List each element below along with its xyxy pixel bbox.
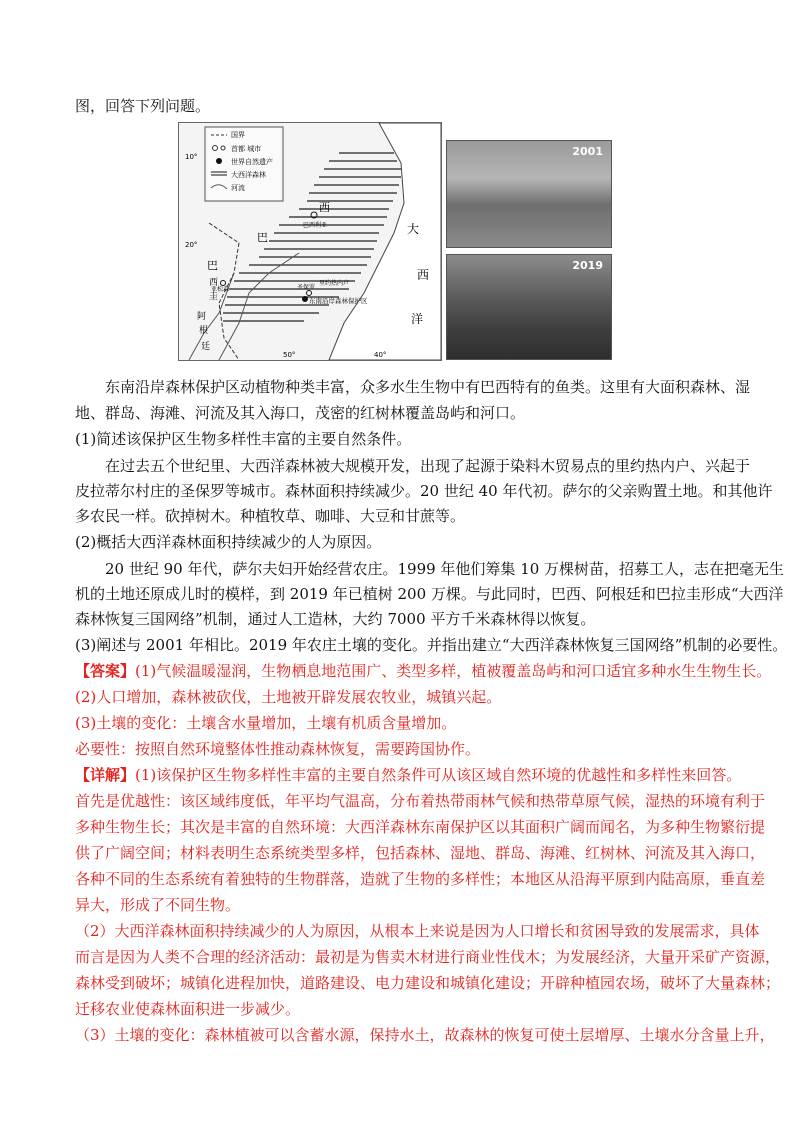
svg-text:大: 大 bbox=[407, 222, 420, 236]
para2-line: 在过去五个世纪里、大西洋森林被大规模开发，出现了起源于染料木贸易点的里约热内户、兴起于 bbox=[105, 457, 751, 475]
answer-line-1 bbox=[75, 661, 771, 681]
explain-line: 森林受到破坏；城镇化进程加快，道路建设、电力建设和城镇化建设；开辟种植园农场，破坏了大量森林； bbox=[75, 974, 781, 992]
svg-text:圣保罗: 圣保罗 bbox=[297, 284, 316, 291]
svg-text:巴: 巴 bbox=[257, 231, 268, 244]
explain-line: （2）大西洋森林面积持续减少的人为原因，从根本上来说是因为人口增长和贫困导致的发展需求，具体 bbox=[75, 922, 760, 940]
answer-line-3: (3)土壤的变化：土壤含水量增加，土壤有机质含量增加。 bbox=[75, 714, 457, 732]
svg-text:廷: 廷 bbox=[201, 342, 211, 352]
svg-text:里约热内卢: 里约热内卢 bbox=[319, 280, 350, 287]
explain-line: 而言是因为人类不合理的经济活动：最初是为售卖木材进行商业性伐木；为发展经济，大量开采矿产资源， bbox=[75, 948, 781, 966]
svg-text:40°: 40° bbox=[374, 351, 387, 359]
svg-text:西: 西 bbox=[319, 201, 330, 214]
explain-line: 异大，形成了不同生物。 bbox=[75, 896, 241, 914]
explain-tag: 【详解】 bbox=[75, 766, 136, 784]
svg-text:巴西利亚: 巴西利亚 bbox=[303, 222, 328, 229]
svg-text:首都 城市: 首都 城市 bbox=[231, 145, 262, 153]
intro-text: 图，回答下列问题。 bbox=[75, 97, 211, 115]
svg-text:巴: 巴 bbox=[207, 259, 218, 272]
para2-line: 多农民一样。砍掉树木。种植牧草、咖啡、大豆和甘蔗等。 bbox=[75, 507, 466, 525]
answer-text: (1)气候温暖湿润，生物栖息地范围广、类型多样，植被覆盖岛屿和河口适宜多种水生生物生长。 bbox=[135, 662, 772, 680]
answer-line-4: 必要性：按照自然环境整体性推动森林恢复，需要跨国协作。 bbox=[75, 740, 481, 758]
explain-text: (1)该保护区生物多样性丰富的主要自然条件可从该区域自然环境的优越性和多样性来回答。 bbox=[135, 766, 742, 784]
explain-line: 迁移农业使森林面积进一步减少。 bbox=[75, 1000, 301, 1018]
svg-text:世界自然遗产: 世界自然遗产 bbox=[231, 158, 273, 166]
svg-text:东南沿岸森林保护区: 东南沿岸森林保护区 bbox=[309, 297, 368, 305]
svg-text:亚松森: 亚松森 bbox=[211, 286, 230, 293]
photo-year-label: 2001 bbox=[572, 145, 603, 158]
para3-line: 20 世纪 90 年代，萨尔夫妇开始经营农庄。1999 年他们筹集 10 万棵树苗，招募工人，志在把毫无生 bbox=[105, 560, 785, 578]
para1-line: 东南沿岸森林保护区动植物种类丰富，众多水生生物中有巴西特有的鱼类。这里有大面积森林、湿 bbox=[105, 378, 751, 396]
explain-line-1 bbox=[75, 765, 741, 785]
photo-2001 bbox=[446, 140, 612, 248]
para3-line: 森林恢复三国网络”机制，通过人工造林，大约 7000 平方千米森林得以恢复。 bbox=[75, 610, 596, 628]
explain-line: 供了广阔空间；材料表明生态系统类型多样，包括森林、湿地、群岛、海滩、红树林、河流及其入海口， bbox=[75, 844, 766, 862]
explain-line: （3）土壤的变化：森林植被可以含蓄水源，保持水土，故森林的恢复可使土层增厚、土壤水分含量上升， bbox=[75, 1026, 775, 1044]
svg-text:西: 西 bbox=[209, 278, 219, 288]
explain-line: 首先是优越性：该区域纬度低，年平均气温高，分布着热带雨林气候和热带草原气候，湿热的环境有利于 bbox=[75, 792, 766, 810]
para1-line: 地、群岛、海滩、河流及其入海口，茂密的红树林覆盖岛屿和河口。 bbox=[75, 404, 526, 422]
svg-text:河流: 河流 bbox=[231, 184, 245, 192]
question-3: (3)阐述与 2001 年相比。2019 年农庄土壤的变化。并指出建立“大西洋森林恢复三国网络”机制的必要性。 bbox=[75, 636, 788, 654]
svg-text:阿: 阿 bbox=[197, 312, 207, 322]
svg-text:国界: 国界 bbox=[231, 131, 245, 139]
para2-line: 皮拉蒂尔村庄的圣保罗等城市。森林面积持续减少。20 世纪 40 年代初。萨尔的父亲购置土地。和其他许 bbox=[75, 482, 773, 500]
svg-text:大西洋森林: 大西洋森林 bbox=[231, 171, 266, 179]
answer-line-2: (2)人口增加，森林被砍伐，土地被开辟发展农牧业，城镇兴起。 bbox=[75, 688, 502, 706]
svg-text:洋: 洋 bbox=[411, 312, 424, 326]
map-figure bbox=[178, 122, 442, 361]
photo-2019 bbox=[446, 254, 612, 360]
answer-tag: 【答案】 bbox=[75, 662, 136, 680]
svg-text:50°: 50° bbox=[283, 351, 296, 359]
photo-year-label: 2019 bbox=[572, 259, 603, 272]
svg-text:20°: 20° bbox=[185, 241, 198, 249]
explain-line: 多种生物生长；其次是丰富的自然环境：大西洋森林东南保护区以其面积广阔而闻名，为多种生物繁衍提 bbox=[75, 818, 766, 836]
map-svg bbox=[179, 123, 441, 360]
svg-text:西: 西 bbox=[417, 268, 430, 282]
explain-line: 各种不同的生态系统有着独特的生物群落，造就了生物的多样性；本地区从沿海平原到内陆高原，垂直差 bbox=[75, 870, 766, 888]
svg-text:根: 根 bbox=[199, 326, 209, 336]
question-1: (1)简述该保护区生物多样性丰富的主要自然条件。 bbox=[75, 430, 412, 448]
svg-text:圭: 圭 bbox=[209, 292, 219, 302]
question-2: (2)概括大西洋森林面积持续减少的人为原因。 bbox=[75, 533, 382, 551]
svg-text:10°: 10° bbox=[185, 153, 198, 161]
para3-line: 机的土地还原成儿时的模样，到 2019 年已植树 200 万棵。与此同时，巴西、阿根廷和巴拉圭形成“大西洋 bbox=[75, 585, 784, 603]
